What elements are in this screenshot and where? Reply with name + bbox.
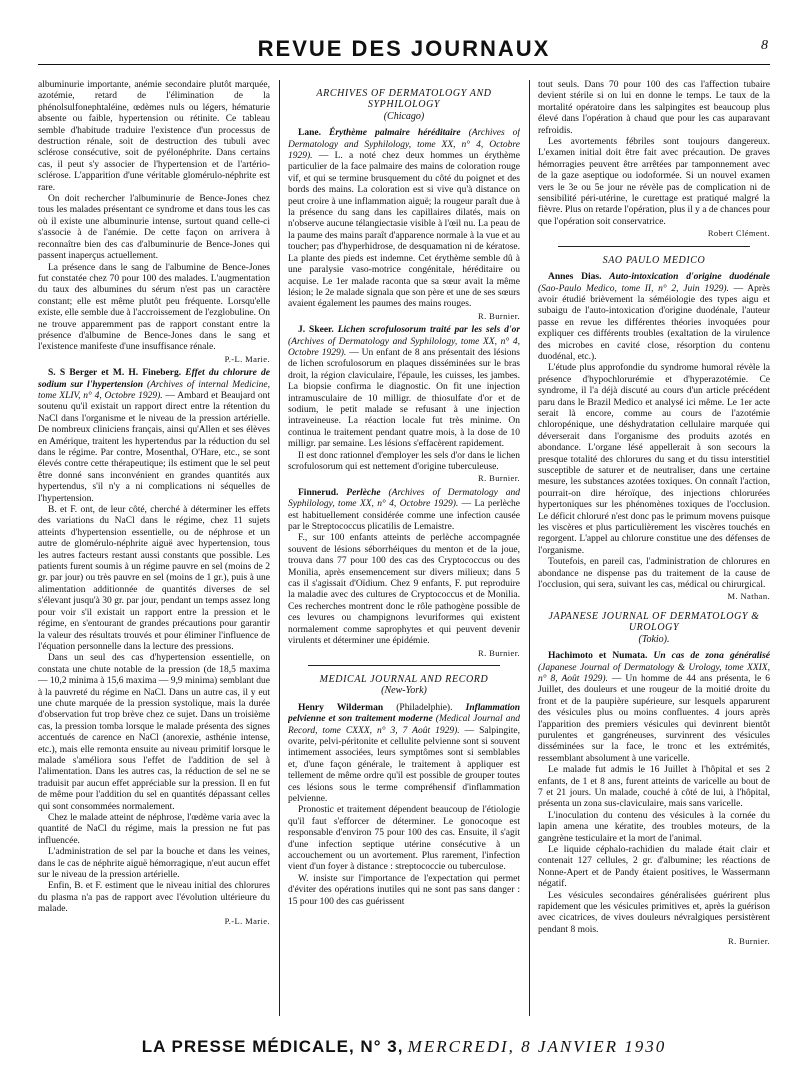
article-citation: (Archives of Dermatology and Syphilology, tome XX, n° 4, Octobre 1929).: [288, 128, 520, 162]
article-citation: (Medical Journal and Record, tome CXXX, n° 3, 7 Août 1929).: [288, 714, 520, 736]
article-author: J. Skeer.: [298, 325, 334, 336]
article-citation: (Archives of Dermatology and Syphilology, tome XX, n° 4, Octobre 1929).: [288, 336, 520, 358]
page-header: [38, 30, 770, 65]
article-body: — La perlèche est habituellement considérée comme une infection causée par le Streptococcus plicatilis de Lemaistre.: [288, 499, 520, 533]
journal-name: SAO PAULO MEDICO: [602, 254, 706, 266]
footer-title: LA PRESSE MÉDICALE, N° 3,: [141, 1037, 404, 1056]
paragraph: Il est donc rationnel d'employer les sels d'or dans le lichen scrofulosorum qui est nettement d'origine tuberculeuse.: [288, 450, 520, 472]
signature: Robert Clément.: [707, 228, 770, 239]
article-heading: [288, 128, 520, 311]
footer-date: MERCREDI, 8 JANVIER 1930: [407, 1037, 667, 1056]
journal-section-title: REVUE DES JOURNAUX: [257, 36, 551, 61]
signature: R. Burnier.: [478, 647, 520, 658]
signature: P.-L. Marie.: [224, 353, 270, 364]
journal-city: (Tokio).: [638, 633, 670, 645]
section-divider: [558, 246, 750, 247]
paragraph: Toutefois, en pareil cas, l'administration de chlorures en abondance ne dispense pas du traitement de la cause de l'occlusion, qui sera, suivant les cas, médical ou chirurgical.: [538, 557, 770, 591]
paragraph: albuminurie importante, anémie secondaire plutôt marquée, azotémie, retard de l'élimination de la phénolsulfonephtaléine, œdèmes nuls ou légers, hématurie absente ou faible, hypertension ou rétinite. Ce tableau semble d'habitude traduire l'existence d'un processus de destruction rénale, soit de destruction des tubuli avec sclérose consécutive, soit de pyélonéphrite. Dans certains cas, il peut s'y associer de l'hypertension et de l'artério-sclérose. L'apparition d'une véritable glomérulo-néphrite est rare.: [38, 80, 270, 193]
column-left: [38, 80, 270, 1016]
journal-city: (New-York): [381, 685, 427, 697]
page-footer: [38, 1032, 770, 1062]
article-body: — Un enfant de 8 ans présentait des lésions de lichen scrofulosorum en plaques disséminées sur le bras droit, la région claviculaire, l'épaule, les cuisses, les jambes. La biopsie confirma le diagnostic. On fit une injection intramusculaire de 10 milligr. de thiosulfate d'or et de sodium, le petit malade se refusant à une injection intraveineuse. La réaction locale fut très minime. On continua le traitement pendant quatre mois, à la dose de 10 milligr. par semaine. Les lésions s'effacèrent rapidement.: [288, 347, 520, 450]
paragraph: Le liquide céphalo-rachidien du malade était clair et contenait 127 cellules, 2 gr. d'albumine; les réactions de Nonne-Apert et de Pandy étaient positives, le Wassermann négatif.: [538, 845, 770, 890]
journal-name: ARCHIVES OF DERMATOLOGY AND SYPHILOLOGY: [316, 88, 492, 111]
article-title: Lichen scrofulosorum traité par les sels d'or: [337, 325, 520, 336]
article-citation: (Archives of internal Medicine, tome XLIV, n° 4, Octobre 1929).: [38, 379, 270, 401]
article-author: Hachimoto et Numata.: [548, 651, 648, 662]
article-author: Henry Wilderman: [298, 702, 384, 713]
article-body: — Salpingite, ovarite, pelvi-péritonite et cellulite pelvienne sont si souvent intimement associées, leurs symptômes sont si semblables et, d'une façon générale, le traitement à appliquer est tellement de même ordre qu'il est possible de grouper toutes ces lésions sous le terme compréhensif d'inflammation pelvienne.: [288, 725, 520, 804]
article-title: Érythème palmaire héréditaire: [328, 128, 461, 139]
article-title: Effet du chlorure de sodium sur l'hypertension: [38, 368, 270, 390]
article-heading: [288, 703, 520, 806]
signature: R. Burnier.: [478, 473, 520, 484]
paragraph: L'administration de sel par la bouche et dans les veines, dans le cas de néphrite aiguë hémorragique, n'eut aucun effet sur le niveau de la pression artérielle.: [38, 847, 270, 881]
column-divider: [529, 80, 530, 1016]
article-title: Auto-intoxication d'origine duodénale: [609, 272, 770, 283]
paragraph: Les avortements fébriles sont toujours dangereux. L'examen initial doit être fait avec précaution. De graves hémorragies peuvent être arrêtées par tamponnement avec de la gaze aseptique ou iodoformée. Si un nouvel examen vers le 3e ou 5e jour ne révèle pas de complication ni de sensibilité péri-utérine, le curettage est pratiqué malgré la fièvre. Plus on retarde l'opération, plus il y a de chances pour que l'opération soit conservatrice.: [538, 137, 770, 227]
journal-city: (Chicago): [383, 110, 425, 122]
article-citation: (Sao-Paulo Medico, tome II, n° 2, Juin 1929).: [538, 283, 729, 294]
article-columns: [38, 80, 770, 1016]
column-middle: [288, 80, 520, 1016]
article-body: — Ambard et Beaujard ont soutenu qu'il existait un rapport direct entre la rétention du NaCl dans l'organisme et le niveau de la pression artérielle. De nombreux cliniciens français, ainsi qu'Allen et ses élèves en Amérique, traitent les hypertendus par la réduction du sel dans le régime. Par contre, Mosenthal, O'Hare, etc., se sont élevés contre cette thérapeutique; ils estiment que le sel peut être donné sans inconvénient en grandes quantités aux hypertendus, s'il n'y a ni complications ni séquelles de l'hypertension.: [38, 390, 270, 504]
paragraph: Enfin, B. et F. estiment que le niveau initial des chlorures du plasma n'a pas de rapport avec l'évolution ultérieure du malade.: [38, 881, 270, 915]
article-author: Finnerud.: [298, 487, 339, 498]
article-heading: [538, 272, 770, 363]
journal-name: JAPANESE JOURNAL OF DERMATOLOGY & UROLOGY: [548, 610, 760, 634]
paragraph: Les vésicules secondaires généralisées guérirent plus rapidement que les vésicules primitives et, après la guérison avec cicatrices, de vives douleurs névralgiques persistèrent pendant 8 mois.: [538, 890, 770, 935]
signature: R. Burnier.: [478, 310, 520, 321]
author-affiliation: (Philadelphie).: [396, 702, 453, 713]
article-title: Perlèche: [346, 487, 381, 498]
article-title: Inflammation pelvienne et son traitement moderne: [288, 702, 520, 725]
article-body: — Un homme de 44 ans présenta, le 6 Juillet, des douleurs et une rougeur de la moitié droite du front et de la paupière supérieure, sur lesquels apparurent des vésicules plus ou moins confluentes. 4 jours après l'apparition des premiers vésicules qui devinrent bientôt purulentes et gangréneuses, survinrent des vésicules disséminées sur la face, le tronc et les extrémités, ressemblant absolument à une varicelle.: [538, 673, 770, 764]
paragraph: tout seuls. Dans 70 pour 100 des cas l'affection tubaire devient stérile si on lui en donne le temps. Le taux de la mortalité opératoire dans les salpingites est beaucoup plus élevé dans l'opération à chaud que pour les cas auparavant refroidis.: [538, 80, 770, 136]
column-right: [538, 80, 770, 1016]
article-heading: [38, 368, 270, 505]
section-divider: [308, 665, 500, 666]
paragraph: On doit rechercher l'albuminurie de Bence-Jones chez tous les malades présentant ce syndrome et dans tous les cas où il existe une albuminurie intense, surtout quand celle-ci s'associe à de l'anémie. De cette façon on arrivera à reconnaître bien des cas d'albuminurie de Bence-Jones qui passent inaperçus actuellement.: [38, 194, 270, 262]
signature: P.-L. Marie.: [224, 915, 270, 926]
paragraph: La présence dans le sang de l'albumine de Bence-Jones fut constatée chez 70 pour 100 des malades. L'augmentation du taux des albumines du sérum n'est pas un caractère constant; elle est même plutôt peu fréquente. Lorsqu'elle existe, elle semble due à l'accroissement de l'ezglobuline. On ne trouve apparemment pas de rapport constant entre la présence d'albumine de Bence-Jones dans le sang et l'existence manifeste d'une insuffisance rénale.: [38, 262, 270, 353]
article-body: — Après avoir étudié brièvement la séméiologie des types aigu et subaigu de l'auto-intoxication d'origine duodénale, l'auteur passe en revue les différentes théories invoquées pour expliquer ces différents troubles (exaltation de la virulence des microbes en cavité close, résorption du contenu duodénal, etc.).: [538, 283, 770, 362]
article-title: Un cas de zona généralisé: [653, 651, 770, 662]
article-author: S. S Berger et M. H. Fineberg.: [48, 368, 182, 379]
article-heading: [288, 488, 520, 534]
article-heading: [288, 325, 520, 450]
paragraph: Le malade fut admis le 16 Juillet à l'hôpital et ses 2 enfants, de 1 et 8 ans, furent atteints de varicelle au bout de 7 et 21 jours. Un malade, couché à côté de lui, à l'hôpital, présenta un zona sus-claviculaire, mais sans varicelle.: [538, 765, 770, 810]
paragraph: F., sur 100 enfants atteints de perlèche accompagnée souvent de lésions séborrhéiques du menton et de la joue, trouva dans 77 pour 100 des cas des Cryptococcus ou des Monilia, après ensemencement sur divers milieux; dans 5 cas il s'agissait d'Oïdium. Chez 9 enfants, F. put reproduire la maladie avec des cultures de Cryptococcus et de Monilia. Ces recherches montrent donc le rôle pathogène possible de ces levures ou champignons levuriformes qui existent normalement comme saprophytes et qui peuvent devenir virulents et déterminer une épidémie.: [288, 533, 520, 647]
article-author: Annes Dias.: [548, 272, 602, 283]
journal-name: MEDICAL JOURNAL AND RECORD: [319, 673, 489, 685]
article-body: — L. a noté chez deux hommes un érythème particulier de la face palmaire des mains de coloration rouge vif, et qui se termine brusquement du côté du poignet et des bords des mains. La coloration est si vive qu'à distance on peut croire à une inflammation aiguë; la rougeur paraît due à la présence du sang dans les capillaires dilatés, mais on n'observe aucune télangiectasie visible à l'œil nu. La peau de la paume des mains paraît d'apparence normale à la vue et au toucher; pas d'hyperhidrose, de desquamation ni de kératose. La plante des pieds est indemne. Cet érythème semble dû à une paralysie vaso-motrice congénitale, héréditaire ou acquise. Le 1er malade raconta que sa sœur avait la même lésion; le 2e malade signala que son père et une de ses sœurs avaient également les paumes des mains rouges.: [288, 151, 520, 310]
signature: M. Nathan.: [727, 591, 770, 602]
article-citation: (Japanese Journal of Dermatology & Urology, tome XXIX, n° 8, Août 1929).: [538, 662, 770, 684]
page-number: 8: [761, 38, 768, 53]
article-author: Lane.: [298, 128, 321, 139]
paragraph: B. et F. ont, de leur côté, cherché à déterminer les effets des variations du NaCl dans le régime, chez 11 sujets atteints d'hypertension essentielle, ou de néphrose et un autre de glomérulo-néphrite aiguë avec hypertension, tous les autres facteurs restant aussi constants que possible. Les patients furent soumis à un régime pauvre en sel (moins de 2 gr. par jour) ou très pauvre en sel (moins de 1 gr.), puis à une alimentation additionnée de quantités diverses de sel s'élevant jusqu'à 30 gr. par jour, pendant un temps assez long pour voir s'il existait un rapport entre la pression et le régime, en s'entourant de grandes précautions pour garantir la valeur des résultats trouvés et pour éliminer l'influence de l'équation personnelle dans la lecture des pressions.: [38, 505, 270, 652]
article-citation: (Archives of Dermatology and Syphilology, tome XX, n° 4, Octobre 1929).: [288, 487, 520, 510]
paragraph: L'inoculation du contenu des vésicules à la cornée du lapin amena une kératite, des troubles moteurs, de la gangrène testiculaire et la mort de l'animal.: [538, 810, 770, 844]
paragraph: Pronostic et traitement dépendent beaucoup de l'étiologie qu'il faut s'efforcer de déterminer. Le gonocoque est responsable d'environ 75 pour 100 des cas. Ensuite, il s'agit d'une infection septique utérine consécutive à un accouchement ou un avortement. Plus rarement, l'infection vient d'un foyer à distance : streptococcie ou tuberculose.: [288, 805, 520, 873]
column-divider: [279, 80, 280, 1016]
signature: R. Burnier.: [728, 936, 770, 947]
paragraph: Dans un seul des cas d'hypertension essentielle, on constata une chute notable de la pression (de 18,5 maxima — 10,2 minima à 15,6 maxima — 9,9 minima) semblant due à la pauvreté du régime en NaCl. Dans un autre cas, il y eut une chute marquée de la pression systolique, mais la durée d'observation fut trop brève chez ce sujet. Dans un troisième cas, la pression tomba lorsque le malade présenta des signes accentués de carence en NaCl (anorexie, asthénie intense, etc.), mais elle remonta ensuite au niveau primitif lorsque le malade s'améliora sous l'effet de l'addition de sel à l'alimentation. Dans les autres cas, la réduction de sel ne se traduisit par aucun effet appréciable sur la pression. Il en fut de même pour l'addition du sel en quantités dépassant celles qui sont consommées normalement.: [38, 653, 270, 812]
paragraph: L'étude plus approfondie du syndrome humoral révèle la présence d'hypochlorurémie et d'hyperazotémie. Ce syndrome, il l'a déjà discuté au cours d'un article précédent paru dans le Brazil Medico et analysé ici même. Le 1er acte serait là encore, comme au cours de l'azotémie chloropénique, une déshydratation cellulaire marquée qui déverserait dans l'organisme des produits azotés en abondance. L'organe lésé appellerait à son secours la presque totalité des chlorures du sang et du tissu interstitiel susceptible de saturer et de neutraliser, dans une certaine mesure, les substances azotées toxiques. On connaît l'action, pourrait-on dire héroïque, des injections chlorurées hypertoniques sur les phénomènes toxiques de l'occlusion. Le déficit chloruré n'est donc pas le primum movens puisque les viscères et plus particulièrement les viscères touchés en regorgent. L'appel au chlorure constitue une des défenses de l'organisme.: [538, 363, 770, 556]
paragraph: W. insiste sur l'importance de l'expectation qui permet d'éviter des opérations inutiles qui ne sont pas sans danger : 15 pour 100 des cas guérissent: [288, 873, 520, 907]
paragraph: Chez le malade atteint de néphrose, l'œdème varia avec la quantité de NaCl du régime, mais la pression ne fut pas influencée.: [38, 813, 270, 846]
article-heading: [538, 651, 770, 765]
